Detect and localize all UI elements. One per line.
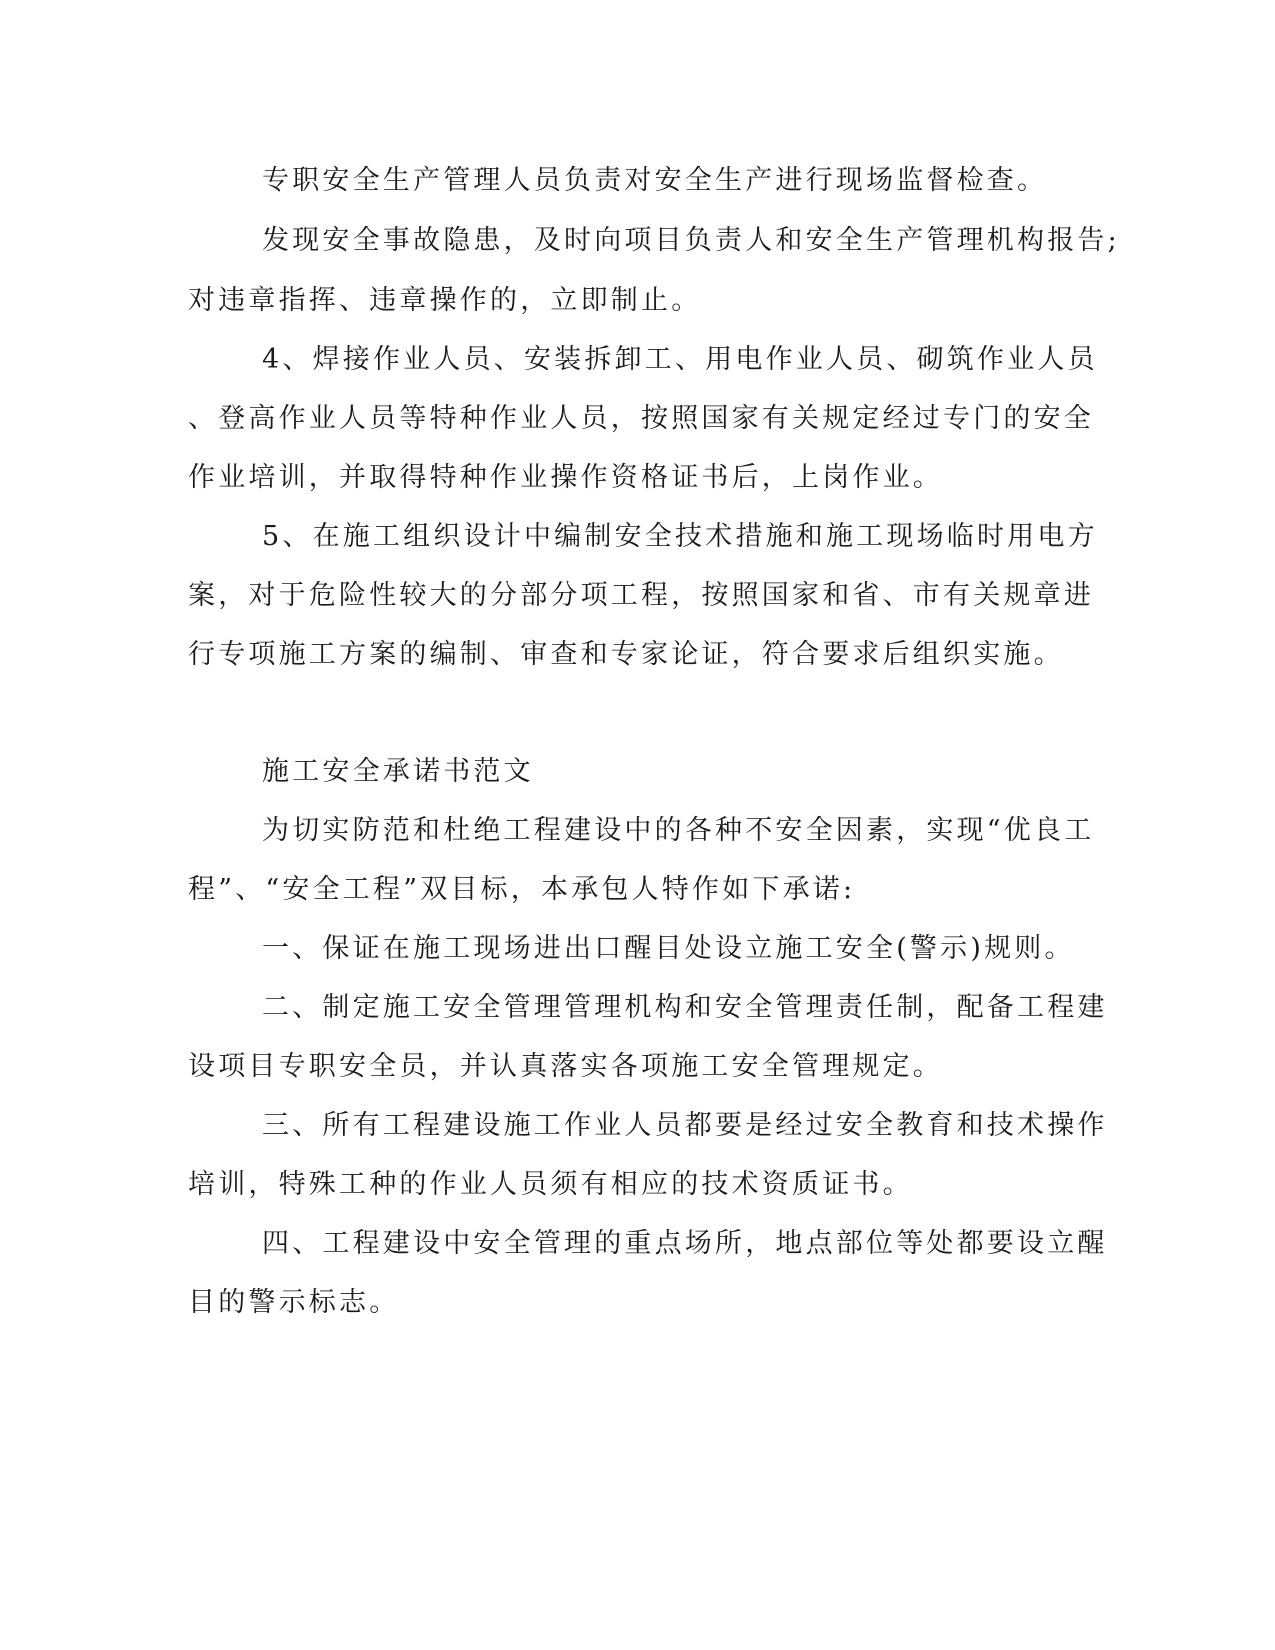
text-line: 行专项施工方案的编制、审查和专家论证，符合要求后组织实施。 (188, 639, 1064, 670)
text-line: 5、在施工组织设计中编制安全技术措施和施工现场临时用电方 (262, 521, 1098, 552)
section-title: 施工安全承诺书范文 (262, 756, 534, 787)
text-line: 二、制定施工安全管理管理机构和安全管理责任制，配备工程建 (262, 992, 1108, 1023)
text-line: 设项目专职安全员，并认真落实各项施工安全管理规定。 (188, 1051, 943, 1082)
text-line: 四、工程建设中安全管理的重点场所，地点部位等处都要设立醒 (262, 1228, 1108, 1259)
text-line: 专职安全生产管理人员负责对安全生产进行现场监督检查。 (262, 165, 1048, 196)
text-line: 、登高作业人员等特种作业人员，按照国家有关规定经过专门的安全 (188, 403, 1094, 434)
text-line: 一、保证在施工现场进出口醒目处设立施工安全(警示)规则。 (262, 933, 1075, 964)
text-line: 目的警示标志。 (188, 1287, 400, 1318)
text-line: 培训，特殊工种的作业人员须有相应的技术资质证书。 (188, 1169, 913, 1200)
text-line: 作业培训，并取得特种作业操作资格证书后，上岗作业。 (188, 462, 943, 493)
text-line: 为切实防范和杜绝工程建设中的各种不安全因素，实现“优良工 (262, 815, 1095, 846)
text-line: 三、所有工程建设施工作业人员都要是经过安全教育和技术操作 (262, 1110, 1108, 1141)
text-line: 4、焊接作业人员、安装拆卸工、用电作业人员、砌筑作业人员 (262, 344, 1098, 375)
text-line: 程”、“安全工程”双目标，本承包人特作如下承诺: (188, 874, 856, 905)
text-line: 对违章指挥、违章操作的，立即制止。 (188, 285, 702, 316)
text-line: 案，对于危险性较大的分部分项工程，按照国家和省、市有关规章进 (188, 580, 1094, 611)
text-line: 发现安全事故隐患，及时向项目负责人和安全生产管理机构报告; (262, 225, 1120, 256)
